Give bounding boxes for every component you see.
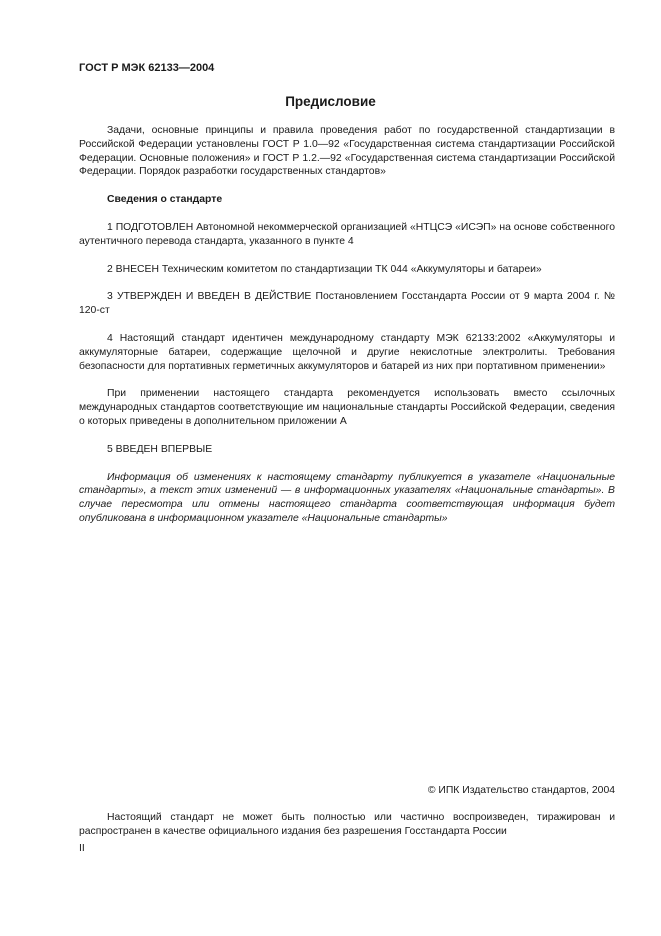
section-heading: Сведения о стандарте bbox=[107, 194, 223, 206]
copyright-line: © ИПК Издательство стандартов, 2004 bbox=[427, 785, 615, 796]
page-title: Предисловие bbox=[285, 94, 376, 109]
foreword-body bbox=[79, 124, 615, 540]
item-3-paragraph: 3 УТВЕРЖДЕН И ВВЕДЕН В ДЕЙСТВИЕ Постановлением Госстандарта России от 9 марта 2004 г. № 120-ст bbox=[79, 291, 615, 317]
document-code: ГОСТ Р МЭК 62133—2004 bbox=[79, 62, 215, 74]
item-1-paragraph: 1 ПОДГОТОВЛЕН Автономной некоммерческой организацией «НТЦСЭ «ИСЭП» на основе собственного аутентичного перевода стандарта, указанного в пункте 4 bbox=[79, 221, 615, 247]
item-2-paragraph: 2 ВНЕСЕН Техническим комитетом по стандартизации ТК 044 «Аккумуляторы и батареи» bbox=[107, 263, 542, 275]
intro-paragraph: Задачи, основные принципы и правила проведения работ по государственной стандартизации в Российской Федерации установлены ГОСТ Р 1.0—92 «Государственная система стандартизации Российской Федерации. Основные положения» и ГОСТ Р 1.2.—92 «Государственная система стандартизации Российской Федерации. Порядок разработки государственных стандартов» bbox=[79, 125, 615, 178]
page-number: II bbox=[79, 843, 85, 854]
item-4-paragraph: 4 Настоящий стандарт идентичен международному стандарту МЭК 62133:2002 «Аккумуляторы и аккумуляторные батареи, содержащие щелочной и другие некислотные электролиты. Требования безопасности для портативных герметичных аккумуляторов и батарей из них при портативном применении» bbox=[79, 332, 615, 372]
references-note-paragraph: При применении настоящего стандарта рекомендуется использовать вместо ссылочных международных стандартов соответствующие им национальные стандарты Российской Федерации, сведения о которых приведены в дополнительном приложении А bbox=[79, 388, 615, 427]
reproduction-notice: Настоящий стандарт не может быть полностью или частично воспроизведен, тиражирован и распространен в качестве официального издания без разрешения Госстандарта России bbox=[79, 812, 615, 837]
item-5-paragraph: 5 ВВЕДЕН ВПЕРВЫЕ bbox=[107, 443, 213, 455]
changes-info-paragraph: Информация об изменениях к настоящему стандарту публикуется в указателе «Национальные стандарты», а текст этих изменений — в информационных указателях «Национальные стандарты». В случае пересмотра или отмены настоящего стандарта соответствующая информация будет опубликована в информационном указателе «Национальные стандарты» bbox=[79, 471, 615, 524]
